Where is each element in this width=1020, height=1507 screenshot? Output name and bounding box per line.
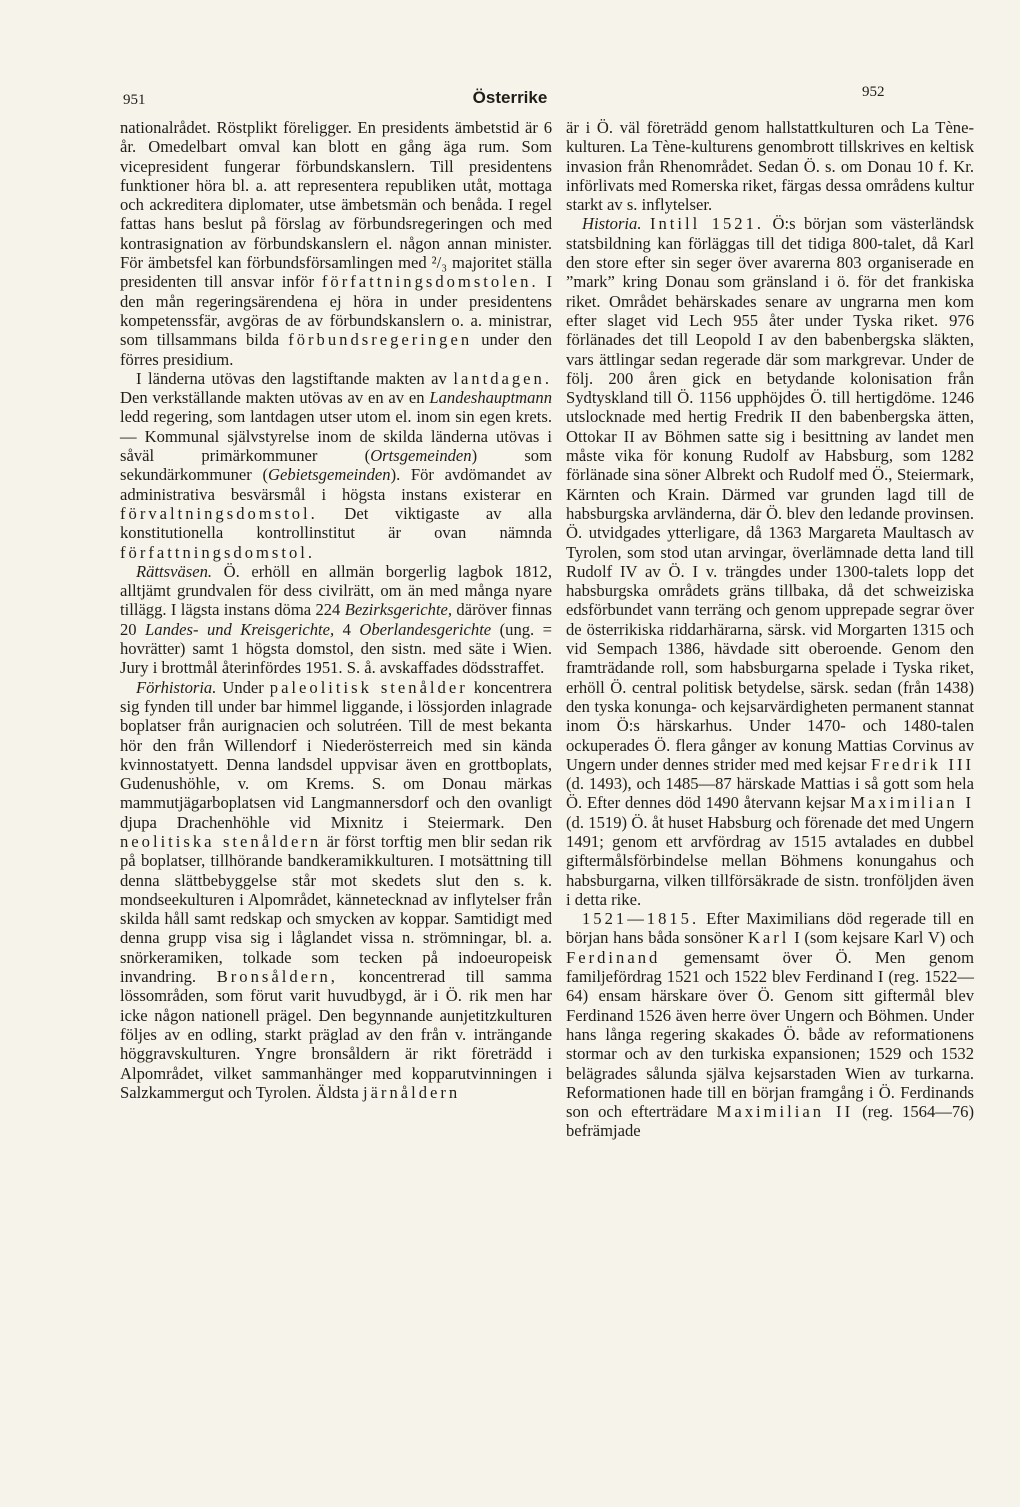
spaced-term: Karl: [747, 928, 790, 948]
spaced-term: förbundsregeringen: [288, 330, 473, 350]
text-run: är i Ö. väl företrädd genom hallstattkulturen och La Tène-kulturen. La Tène-kulturens genombrott tillskrives en keltisk invasion från Rhenområdet. Sedan Ö. s. om Donau 10 f. Kr. införlivats med Romerska riket, färgas dessa områdens kultur starkt av s. inflytelser.: [566, 118, 974, 215]
text-run: 4: [342, 619, 351, 639]
text-run: Efter Maximilians död regerade till en början hans båda sonsöner: [566, 909, 974, 948]
text-run: I (som kejsare Karl V) och: [794, 928, 974, 948]
text-run: Under: [222, 677, 264, 697]
left-column: [120, 118, 552, 1102]
text-run: Ö. erhöll en allmän borgerlig lagbok 1812, alltjämt grundvalen för dess civilrätt, om än med många nyare tillägg. I lägsta instans döma 224: [120, 561, 552, 620]
text-run: (d. 1493), och 1485—87 härskade Mattias i så gott som hela Ö. Efter dennes död 1490 återvann kejsar: [566, 774, 974, 813]
text-run: ) som sekundärkommuner (: [120, 446, 552, 485]
paragraph-president: [120, 118, 552, 369]
text-run: är först torftig men blir sedan rik på boplatser, tillhörande bandkeramikkulturen. I motsättning till denna slättbebyggelse står mot skedets slut den s. k. mondseekulturen i Alpområdet, kännetecknad av inflytelser från skilda håll samt redskap och smycken av koppar. Samtidigt med denna grupp visa sig i låglandet vissa n. strömningar, bl. a. snörkeramiken, tolkade som tecken på indoeuropeisk invandring.: [120, 831, 552, 987]
spaced-term: Bronsåldern,: [216, 967, 338, 987]
page-number-left: 951: [123, 92, 146, 108]
text-run: (reg. 1564—76) befrämjade: [566, 1102, 974, 1141]
text-run: (d. 1519) Ö. åt huset Habsburg och förenade det med Ungern 1491; genom ett arvfördrag av 1515 avtalades en dubbel giftermålsförbindelse mellan Böhmens konungahus och habsburgarna, vilken tillförsäkrade de sistn. tronföljden även i detta rike.: [566, 812, 974, 909]
paragraph-lander: [120, 369, 552, 562]
spaced-term: Fredrik III: [870, 754, 975, 774]
text-run: I den mån regeringsärendena ej höra in under presidentens kompetenssfär, avgöras de av förbundskanslern o. a. ministrar, som tillsammans bilda: [120, 272, 553, 350]
spaced-term: författningsdomstol.: [120, 542, 316, 562]
text-run: Den verkställande makten utövas av en av en: [120, 388, 425, 408]
spaced-term: författningsdomstolen.: [321, 272, 539, 292]
text-run: däröver finnas 20: [120, 600, 552, 639]
spaced-term: neolitiska stenåldern: [120, 831, 322, 851]
text-run: (ung. = hovrätter) samt 1 högsta domstol, den sistn. med säte i Wien. Jury i brottmål återinfördes 1951. S. å. avskaffades dödsstraffet.: [120, 619, 552, 678]
paragraph-forhistoria: [120, 678, 552, 1103]
spaced-term: lantdagen.: [453, 368, 552, 388]
text-run: Ö:s början som västerländsk statsbildning kan förläggas till det tidiga 800-talet, då Karl den store efter sin seger över avarerna 803 organiserade en ”mark” kring Donau som gränsland i ö. för det frankiska riket. Området behärskades senare av ungrarna men kom efter slaget vid Lech 955 åter under Tyska riket. 976 förlänades det till Leopold I av den babenbergska släkten, vars ättlingar sedan regerade där som markgrevar. Under de följ. 200 åren gick en betydande kolonisation från Sydtyskland till Ö. 1156 upphöjdes Ö. till hertigdöme. 1246 utslocknade med hertig Fredrik II den babenbergska ätten, Ottokar II av Böhmen satte sig i besittning av landet men måste vika för konung Rudolf av Habsburg, som 1282 förlänade sina söner Albrekt och Rudolf med Ö., Steiermark, Kärnten och Krain. Därmed var grunden lagd till de habsburgska arvländerna, där Ö. blev den ledande provinsen. Ö. utvidgades ytterligare, då 1363 Margareta Maultasch av Tyrolen, som stod utan arvingar, överlämnade detta land till Rudolf IV av Ö. I v. trängdes under 1300-talets lopp det habsburgska områdets gräns tillbaka, då det schweiziska edsförbundet vann terräng och genom upprepade segrar över de österrikiska riddarhärarna, särsk. vid Morgarten 1315 och vid Sempach 1386, hävdade sitt oberoende. Genom den framträdande roll, som habsburgarna spelade i Tyska riket, erhöll Ö. central politisk betydelse, särsk. sedan (från 1438) den tyska konunga- och kejsarvärdigheten permanent stannat inom Ö:s härskarhus. Under 1470- och 1480-talen ockuperades Ö. flera gånger av konung Mattias Corvinus av Ungern under dennes strider med med kejsar: [566, 214, 975, 774]
page-header: [0, 84, 1020, 114]
spaced-term: paleolitisk stenålder: [269, 677, 468, 697]
section-heading: Förhistoria.: [136, 677, 217, 697]
spaced-term: Ferdinand: [566, 947, 661, 967]
text-run: koncentrera sig fynden till under bar himmel liggande, i lössjorden inlagrade boplatser från aurignacien och solutréen. Till de mest bekanta hör den från Willendorf i Niederösterreich med sin kända kvinnostatyett. Denna landsdel uppvisar även en grottboplats, Gudenushöhle, v. om Krems. S. om Donau märkas mammutjägarboplatsen vid Langmannersdorf och den ovanligt djupa Drachenhöhle vid Mixnitz i Steiermark. Den: [120, 677, 552, 832]
paragraph-rattsvasen: [120, 562, 552, 678]
paragraph-historia: [566, 214, 974, 909]
spaced-term: Intill 1521.: [649, 214, 765, 234]
italic-term: Landeshauptmann: [429, 388, 552, 408]
italic-term: Bezirksgerichte,: [344, 600, 453, 620]
text-run: under den förres presidium.: [120, 330, 553, 369]
running-title: Österrike: [472, 88, 548, 107]
text-run: ). För avdömandet av administrativa besvärsmål i högsta instans existerar en: [120, 465, 553, 504]
paragraph-1521-1815: [566, 909, 974, 1141]
section-heading: Rättsväsen.: [136, 561, 213, 581]
italic-term: Gebietsgemeinden: [267, 465, 391, 485]
italic-term: Landes- und Kreisgerichte,: [145, 619, 335, 639]
text-run: Det viktigaste av alla konstitutionella kontrollinstitut är ovan nämnda: [120, 503, 552, 543]
text-run: gemensamt över Ö. Men genom familjefördrag 1521 och 1522 blev Ferdinand I (reg. 1522—64) ensam härskare över Ö. Genom sitt giftermål blev Ferdinand 1526 även herre över Ungern och Böhmen. Under hans långa regering skakades Ö. både av reformationens stormar och av den turkiska expansionen; 1529 och 1532 belägrades sålunda själva kejsarstaden Wien av turkarna. Reformationen hade till en början framgång i Ö. Ferdinands son och efterträdare: [566, 947, 974, 1122]
text-run: ledd regering, som lantdagen utser utom el. inom sin egen krets. — Kommunal självstyrelse inom de skilda länderna utövas i såväl primärkommuner (: [120, 407, 552, 466]
text-run: I länderna utövas den lagstiftande makten av: [136, 368, 447, 388]
right-column: [566, 118, 974, 1141]
italic-term: Ortsgemeinden: [370, 446, 472, 466]
page-number-right: 952: [862, 84, 885, 100]
spaced-term: förvaltningsdomstol.: [120, 503, 318, 523]
spaced-term: Maximilian II: [716, 1102, 854, 1122]
spaced-term: 1521—1815.: [582, 909, 700, 929]
spaced-term: Maximilian I: [850, 793, 974, 813]
text-run: koncentrerad till samma lössområden, som förut varit huvudbygd, är i Ö. rik men har icke någon nationell prägel. Den begynnande aunjetitzkulturen följes av en odling, starkt präglad av den från v. inträngande höggravskulturen. Yngre bronsåldern är rikt företrädd i Alpområdet, vilket sammanhänger med kopparutvinningen i Salzkammergut och Tyrolen. Äldsta: [120, 967, 552, 1102]
spaced-term: järnåldern: [362, 1082, 461, 1102]
paragraph-jarnalder: [566, 118, 974, 214]
italic-term: Oberlandesgerichte: [359, 619, 492, 639]
section-heading: Historia.: [582, 214, 642, 234]
text-run: nationalrådet. Röstplikt föreligger. En presidents ämbetstid är 6 år. Omedelbart omval kan blott en gång äga rum. Som vicepresident fungerar förbundskanslern. Till presidentens funktioner höra bl. a. att representera republiken utåt, mottaga och ackreditera diplomater, utse ämbetsmän och benåda. I regel fattas hans beslut på förslag av förbundsregeringen och med kontrasignation av förbundskanslern el. någon annan minister. För ämbetsfel kan förbundsförsamlingen med ²/₃ majoritet ställa presidenten till ansvar inför: [120, 118, 552, 292]
